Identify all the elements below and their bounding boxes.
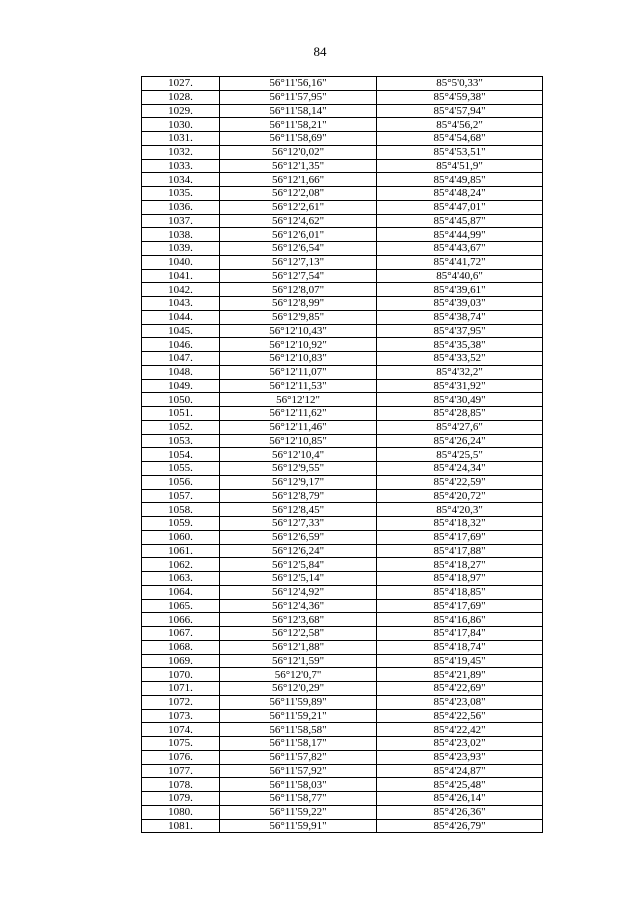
latitude-cell: 56°11'57,82" <box>220 750 377 764</box>
latitude-cell: 56°12'1,66" <box>220 173 377 187</box>
point-number-cell: 1053. <box>142 434 220 448</box>
point-number-cell: 1046. <box>142 338 220 352</box>
point-number-cell: 1068. <box>142 640 220 654</box>
point-number-cell: 1077. <box>142 764 220 778</box>
longitude-cell: 85°4'26,14" <box>377 792 543 806</box>
point-number-cell: 1056. <box>142 475 220 489</box>
point-number-cell: 1041. <box>142 269 220 283</box>
table-row <box>142 338 543 352</box>
latitude-cell: 56°11'58,58" <box>220 723 377 737</box>
latitude-cell: 56°11'56,16" <box>220 77 377 91</box>
table-row <box>142 228 543 242</box>
point-number-cell: 1044. <box>142 310 220 324</box>
point-number-cell: 1064. <box>142 585 220 599</box>
point-number-cell: 1060. <box>142 530 220 544</box>
longitude-cell: 85°4'17,88" <box>377 544 543 558</box>
point-number-cell: 1045. <box>142 324 220 338</box>
table-row <box>142 750 543 764</box>
latitude-cell: 56°12'9,55" <box>220 462 377 476</box>
table-row <box>142 132 543 146</box>
latitude-cell: 56°11'58,69" <box>220 132 377 146</box>
table-row <box>142 242 543 256</box>
point-number-cell: 1028. <box>142 90 220 104</box>
longitude-cell: 85°4'17,69" <box>377 530 543 544</box>
latitude-cell: 56°12'5,84" <box>220 558 377 572</box>
table-row <box>142 420 543 434</box>
table-row <box>142 544 543 558</box>
longitude-cell: 85°4'51,9" <box>377 159 543 173</box>
longitude-cell: 85°4'38,74" <box>377 310 543 324</box>
longitude-cell: 85°4'16,86" <box>377 613 543 627</box>
point-number-cell: 1061. <box>142 544 220 558</box>
point-number-cell: 1073. <box>142 709 220 723</box>
latitude-cell: 56°11'58,03" <box>220 778 377 792</box>
table-row <box>142 640 543 654</box>
point-number-cell: 1079. <box>142 792 220 806</box>
table-row <box>142 695 543 709</box>
longitude-cell: 85°4'17,69" <box>377 599 543 613</box>
point-number-cell: 1049. <box>142 379 220 393</box>
point-number-cell: 1036. <box>142 200 220 214</box>
point-number-cell: 1048. <box>142 365 220 379</box>
point-number-cell: 1058. <box>142 503 220 517</box>
latitude-cell: 56°12'11,46" <box>220 420 377 434</box>
latitude-cell: 56°12'10,83" <box>220 352 377 366</box>
table-row <box>142 407 543 421</box>
longitude-cell: 85°4'17,84" <box>377 627 543 641</box>
latitude-cell: 56°12'8,45" <box>220 503 377 517</box>
point-number-cell: 1043. <box>142 297 220 311</box>
latitude-cell: 56°12'6,59" <box>220 530 377 544</box>
point-number-cell: 1050. <box>142 393 220 407</box>
point-number-cell: 1072. <box>142 695 220 709</box>
longitude-cell: 85°4'57,94" <box>377 104 543 118</box>
longitude-cell: 85°4'20,3" <box>377 503 543 517</box>
table-row <box>142 599 543 613</box>
longitude-cell: 85°4'28,85" <box>377 407 543 421</box>
point-number-cell: 1055. <box>142 462 220 476</box>
table-row <box>142 145 543 159</box>
longitude-cell: 85°4'27,6" <box>377 420 543 434</box>
page-number: 84 <box>313 44 327 59</box>
latitude-cell: 56°11'58,21" <box>220 118 377 132</box>
point-number-cell: 1040. <box>142 255 220 269</box>
latitude-cell: 56°12'7,13" <box>220 255 377 269</box>
latitude-cell: 56°12'2,08" <box>220 187 377 201</box>
table-row <box>142 489 543 503</box>
longitude-cell: 85°4'18,85" <box>377 585 543 599</box>
point-number-cell: 1070. <box>142 668 220 682</box>
table-row <box>142 475 543 489</box>
latitude-cell: 56°12'0,02" <box>220 145 377 159</box>
table-row <box>142 187 543 201</box>
point-number-cell: 1065. <box>142 599 220 613</box>
point-number-cell: 1066. <box>142 613 220 627</box>
longitude-cell: 85°4'18,74" <box>377 640 543 654</box>
point-number-cell: 1054. <box>142 448 220 462</box>
latitude-cell: 56°12'10,85" <box>220 434 377 448</box>
longitude-cell: 85°4'59,38" <box>377 90 543 104</box>
point-number-cell: 1034. <box>142 173 220 187</box>
latitude-cell: 56°11'57,95" <box>220 90 377 104</box>
latitude-cell: 56°12'6,54" <box>220 242 377 256</box>
point-number-cell: 1031. <box>142 132 220 146</box>
longitude-cell: 85°4'31,92" <box>377 379 543 393</box>
longitude-cell: 85°4'24,34" <box>377 462 543 476</box>
longitude-cell: 85°4'48,24" <box>377 187 543 201</box>
table-row <box>142 255 543 269</box>
table-row <box>142 723 543 737</box>
table-row <box>142 572 543 586</box>
latitude-cell: 56°12'4,92" <box>220 585 377 599</box>
longitude-cell: 85°4'22,42" <box>377 723 543 737</box>
point-number-cell: 1047. <box>142 352 220 366</box>
longitude-cell: 85°4'22,69" <box>377 682 543 696</box>
coordinates-table <box>141 76 543 833</box>
longitude-cell: 85°4'37,95" <box>377 324 543 338</box>
longitude-cell: 85°4'32,2" <box>377 365 543 379</box>
latitude-cell: 56°12'2,58" <box>220 627 377 641</box>
table-row <box>142 352 543 366</box>
table-row <box>142 90 543 104</box>
longitude-cell: 85°4'49,85" <box>377 173 543 187</box>
point-number-cell: 1062. <box>142 558 220 572</box>
point-number-cell: 1059. <box>142 517 220 531</box>
latitude-cell: 56°12'10,92" <box>220 338 377 352</box>
table-row <box>142 310 543 324</box>
table-row <box>142 627 543 641</box>
table-row <box>142 104 543 118</box>
latitude-cell: 56°12'3,68" <box>220 613 377 627</box>
table-row <box>142 297 543 311</box>
longitude-cell: 85°4'26,36" <box>377 805 543 819</box>
point-number-cell: 1067. <box>142 627 220 641</box>
table-row <box>142 530 543 544</box>
table-row <box>142 200 543 214</box>
latitude-cell: 56°12'10,4" <box>220 448 377 462</box>
longitude-cell: 85°4'45,87" <box>377 214 543 228</box>
coordinates-table-body <box>142 77 543 833</box>
table-row <box>142 448 543 462</box>
latitude-cell: 56°12'1,88" <box>220 640 377 654</box>
latitude-cell: 56°11'59,89" <box>220 695 377 709</box>
longitude-cell: 85°4'22,56" <box>377 709 543 723</box>
point-number-cell: 1074. <box>142 723 220 737</box>
table-row <box>142 558 543 572</box>
table-row <box>142 434 543 448</box>
table-row <box>142 214 543 228</box>
table-row <box>142 77 543 91</box>
longitude-cell: 85°4'33,52" <box>377 352 543 366</box>
point-number-cell: 1029. <box>142 104 220 118</box>
table-row <box>142 283 543 297</box>
table-row <box>142 613 543 627</box>
longitude-cell: 85°4'26,79" <box>377 819 543 833</box>
table-row <box>142 778 543 792</box>
latitude-cell: 56°11'59,21" <box>220 709 377 723</box>
table-row <box>142 173 543 187</box>
point-number-cell: 1075. <box>142 737 220 751</box>
table-row <box>142 365 543 379</box>
latitude-cell: 56°12'7,33" <box>220 517 377 531</box>
latitude-cell: 56°11'57,92" <box>220 764 377 778</box>
latitude-cell: 56°12'8,99" <box>220 297 377 311</box>
latitude-cell: 56°11'58,14" <box>220 104 377 118</box>
table-row <box>142 819 543 833</box>
point-number-cell: 1039. <box>142 242 220 256</box>
point-number-cell: 1080. <box>142 805 220 819</box>
latitude-cell: 56°12'8,79" <box>220 489 377 503</box>
latitude-cell: 56°12'11,62" <box>220 407 377 421</box>
table-row <box>142 393 543 407</box>
latitude-cell: 56°12'9,85" <box>220 310 377 324</box>
table-row <box>142 269 543 283</box>
table-row <box>142 517 543 531</box>
longitude-cell: 85°4'54,68" <box>377 132 543 146</box>
table-row <box>142 682 543 696</box>
table-row <box>142 324 543 338</box>
point-number-cell: 1030. <box>142 118 220 132</box>
table-row <box>142 737 543 751</box>
point-number-cell: 1051. <box>142 407 220 421</box>
table-row <box>142 159 543 173</box>
longitude-cell: 85°4'18,32" <box>377 517 543 531</box>
latitude-cell: 56°12'1,59" <box>220 654 377 668</box>
latitude-cell: 56°12'12" <box>220 393 377 407</box>
point-number-cell: 1032. <box>142 145 220 159</box>
longitude-cell: 85°4'20,72" <box>377 489 543 503</box>
latitude-cell: 56°12'5,14" <box>220 572 377 586</box>
longitude-cell: 85°4'44,99" <box>377 228 543 242</box>
longitude-cell: 85°4'18,27" <box>377 558 543 572</box>
latitude-cell: 56°12'6,24" <box>220 544 377 558</box>
latitude-cell: 56°12'0,7" <box>220 668 377 682</box>
table-row <box>142 805 543 819</box>
latitude-cell: 56°12'1,35" <box>220 159 377 173</box>
point-number-cell: 1081. <box>142 819 220 833</box>
longitude-cell: 85°4'35,38" <box>377 338 543 352</box>
longitude-cell: 85°4'22,59" <box>377 475 543 489</box>
longitude-cell: 85°4'40,6" <box>377 269 543 283</box>
point-number-cell: 1063. <box>142 572 220 586</box>
latitude-cell: 56°12'6,01" <box>220 228 377 242</box>
point-number-cell: 1038. <box>142 228 220 242</box>
longitude-cell: 85°4'23,02" <box>377 737 543 751</box>
table-row <box>142 379 543 393</box>
longitude-cell: 85°4'24,87" <box>377 764 543 778</box>
latitude-cell: 56°12'8,07" <box>220 283 377 297</box>
latitude-cell: 56°12'4,62" <box>220 214 377 228</box>
point-number-cell: 1035. <box>142 187 220 201</box>
table-row <box>142 503 543 517</box>
latitude-cell: 56°11'58,17" <box>220 737 377 751</box>
longitude-cell: 85°4'41,72" <box>377 255 543 269</box>
longitude-cell: 85°4'47,01" <box>377 200 543 214</box>
longitude-cell: 85°4'26,24" <box>377 434 543 448</box>
longitude-cell: 85°5'0,33" <box>377 77 543 91</box>
point-number-cell: 1037. <box>142 214 220 228</box>
latitude-cell: 56°11'58,77" <box>220 792 377 806</box>
point-number-cell: 1069. <box>142 654 220 668</box>
table-row <box>142 585 543 599</box>
longitude-cell: 85°4'18,97" <box>377 572 543 586</box>
longitude-cell: 85°4'39,03" <box>377 297 543 311</box>
latitude-cell: 56°12'7,54" <box>220 269 377 283</box>
point-number-cell: 1042. <box>142 283 220 297</box>
table-row <box>142 462 543 476</box>
table-row <box>142 764 543 778</box>
latitude-cell: 56°12'10,43" <box>220 324 377 338</box>
table-row <box>142 654 543 668</box>
longitude-cell: 85°4'23,93" <box>377 750 543 764</box>
point-number-cell: 1078. <box>142 778 220 792</box>
latitude-cell: 56°12'0,29" <box>220 682 377 696</box>
longitude-cell: 85°4'39,61" <box>377 283 543 297</box>
latitude-cell: 56°11'59,91" <box>220 819 377 833</box>
latitude-cell: 56°12'9,17" <box>220 475 377 489</box>
latitude-cell: 56°11'59,22" <box>220 805 377 819</box>
longitude-cell: 85°4'23,08" <box>377 695 543 709</box>
table-row <box>142 118 543 132</box>
point-number-cell: 1033. <box>142 159 220 173</box>
table-row <box>142 709 543 723</box>
latitude-cell: 56°12'11,07" <box>220 365 377 379</box>
point-number-cell: 1076. <box>142 750 220 764</box>
latitude-cell: 56°12'4,36" <box>220 599 377 613</box>
longitude-cell: 85°4'56,2" <box>377 118 543 132</box>
longitude-cell: 85°4'21,89" <box>377 668 543 682</box>
point-number-cell: 1052. <box>142 420 220 434</box>
longitude-cell: 85°4'19,45" <box>377 654 543 668</box>
point-number-cell: 1027. <box>142 77 220 91</box>
longitude-cell: 85°4'30,49" <box>377 393 543 407</box>
longitude-cell: 85°4'25,5" <box>377 448 543 462</box>
longitude-cell: 85°4'43,67" <box>377 242 543 256</box>
table-row <box>142 668 543 682</box>
point-number-cell: 1071. <box>142 682 220 696</box>
table-row <box>142 792 543 806</box>
latitude-cell: 56°12'2,61" <box>220 200 377 214</box>
longitude-cell: 85°4'53,51" <box>377 145 543 159</box>
latitude-cell: 56°12'11,53" <box>220 379 377 393</box>
longitude-cell: 85°4'25,48" <box>377 778 543 792</box>
point-number-cell: 1057. <box>142 489 220 503</box>
